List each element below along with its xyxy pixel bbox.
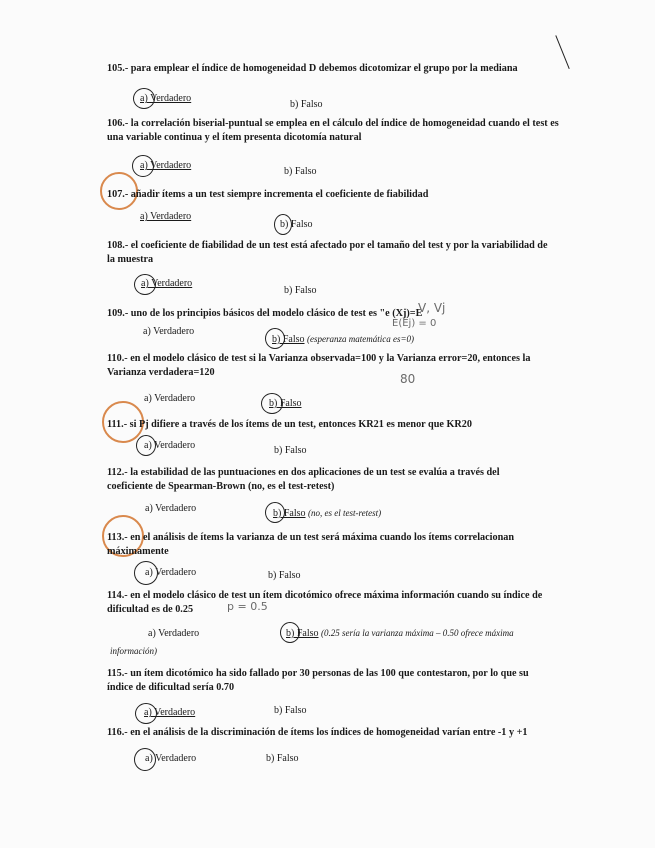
option-a-verdadero[interactable]: a) Verdadero: [140, 160, 192, 171]
option-a-verdadero[interactable]: a) Verdadero: [141, 278, 193, 289]
question-106: 106.- la correlación biserial-puntual se emplea en el cálculo del índice de homogeneidad cuando el test es una variable continua y el ítem presenta dicotomía natural: [107, 118, 559, 143]
handwritten-note: 80: [400, 372, 416, 386]
answer-circle: [135, 703, 157, 724]
answer-circle: [265, 502, 285, 523]
option-a-verdadero[interactable]: a) Verdadero: [144, 440, 196, 451]
answer-circle: [274, 214, 292, 235]
question-108: 108.- el coeficiente de fiabilidad de un test está afectado por el tamaño del test y por la variabilidad de la muestra: [107, 240, 548, 265]
answer-circle: [134, 748, 156, 771]
option-a-verdadero[interactable]: a) Verdadero: [144, 393, 196, 404]
answer-circle: [132, 155, 154, 177]
answer-circle: [136, 435, 156, 456]
answer-circle: [133, 88, 155, 109]
option-b-falso[interactable]: b) Falso: [269, 398, 302, 409]
answer-note: (esperanza matemática es=0): [307, 334, 415, 344]
handwritten-note: E(Ej) = 0: [392, 318, 437, 329]
answer-note: (no, es el test-retest): [308, 508, 382, 518]
handwritten-note: V, Vj: [418, 301, 446, 315]
option-b-falso[interactable]: [273, 507, 381, 520]
option-b-falso[interactable]: b) Falso: [268, 570, 301, 581]
option-b-falso[interactable]: b) Falso: [284, 285, 317, 296]
option-b-falso[interactable]: b) Falso: [290, 99, 323, 110]
option-a-verdadero[interactable]: a) Verdadero: [140, 211, 192, 222]
option-a-verdadero[interactable]: a) Verdadero: [145, 567, 197, 578]
option-a-verdadero[interactable]: a) Verdadero: [140, 93, 192, 104]
option-b-falso[interactable]: b) Falso: [266, 753, 299, 764]
option-a-verdadero[interactable]: a) Verdadero: [144, 707, 196, 718]
option-a-verdadero[interactable]: a) Verdadero: [143, 326, 195, 337]
answer-circle: [134, 274, 156, 295]
option-b-falso[interactable]: b) Falso: [274, 445, 307, 456]
option-b-label: b) Falso: [286, 628, 319, 639]
option-b-falso[interactable]: b) Falso: [280, 219, 313, 230]
option-b-label: b) Falso: [272, 334, 305, 345]
question-114: 114.- en el modelo clásico de test un ítem dicotómico ofrece máxima información cuando su índice de dificultad es de 0.25: [107, 590, 543, 615]
answer-circle: [134, 561, 158, 585]
question-113: 113.- en el análisis de ítems la varianza de un test será máxima cuando los ítems correlacionan máximamente: [107, 532, 515, 557]
answer-note-continued: información): [110, 646, 157, 656]
option-b-falso[interactable]: [272, 333, 414, 346]
option-b-falso[interactable]: [286, 627, 514, 640]
handwritten-note: p = 0.5: [227, 600, 268, 613]
question-111: 111.- si Pj difiere a través de los ítems de un test, entonces KR21 es menor que KR20: [107, 419, 472, 430]
question-115: 115.- un ítem dicotómico ha sido fallado por 30 personas de las 100 que contestaron, por lo que su índice de dificultad sería 0.70: [107, 668, 529, 693]
question-112: 112.- la estabilidad de las puntuaciones en dos aplicaciones de un test se evalúa a través del coeficiente de Spearman-Brown (no, es el test-retest): [107, 467, 500, 492]
question-109: 109.- uno de los principios básicos del modelo clásico de test es "e (Xj)=E: [107, 308, 423, 319]
option-a-verdadero[interactable]: a) Verdadero: [145, 503, 197, 514]
question-116: 116.- en el análisis de la discriminación de ítems los índices de homogeneidad varían entre -1 y +1: [107, 727, 528, 738]
answer-note: (0.25 sería la varianza máxima – 0.50 ofrece máxima: [321, 628, 514, 638]
question-105: 105.- para emplear el índice de homogeneidad D debemos dicotomizar el grupo por la mediana: [107, 63, 518, 74]
option-b-falso[interactable]: b) Falso: [284, 166, 317, 177]
answer-circle: [261, 393, 283, 414]
option-b-falso[interactable]: b) Falso: [274, 705, 307, 716]
question-110: 110.- en el modelo clásico de test si la Varianza observada=100 y la Varianza error=20, entonces la Varianza verdadera=120: [107, 353, 531, 378]
answer-circle: [265, 328, 285, 349]
option-a-verdadero[interactable]: a) Verdadero: [145, 753, 197, 764]
pen-stroke-mark: [555, 35, 570, 69]
answer-circle: [280, 622, 300, 643]
option-a-verdadero[interactable]: a) Verdadero: [148, 628, 200, 639]
option-b-label: b) Falso: [273, 508, 306, 519]
question-107: 107.- añadir ítems a un test siempre incrementa el coeficiente de fiabilidad: [107, 189, 429, 200]
